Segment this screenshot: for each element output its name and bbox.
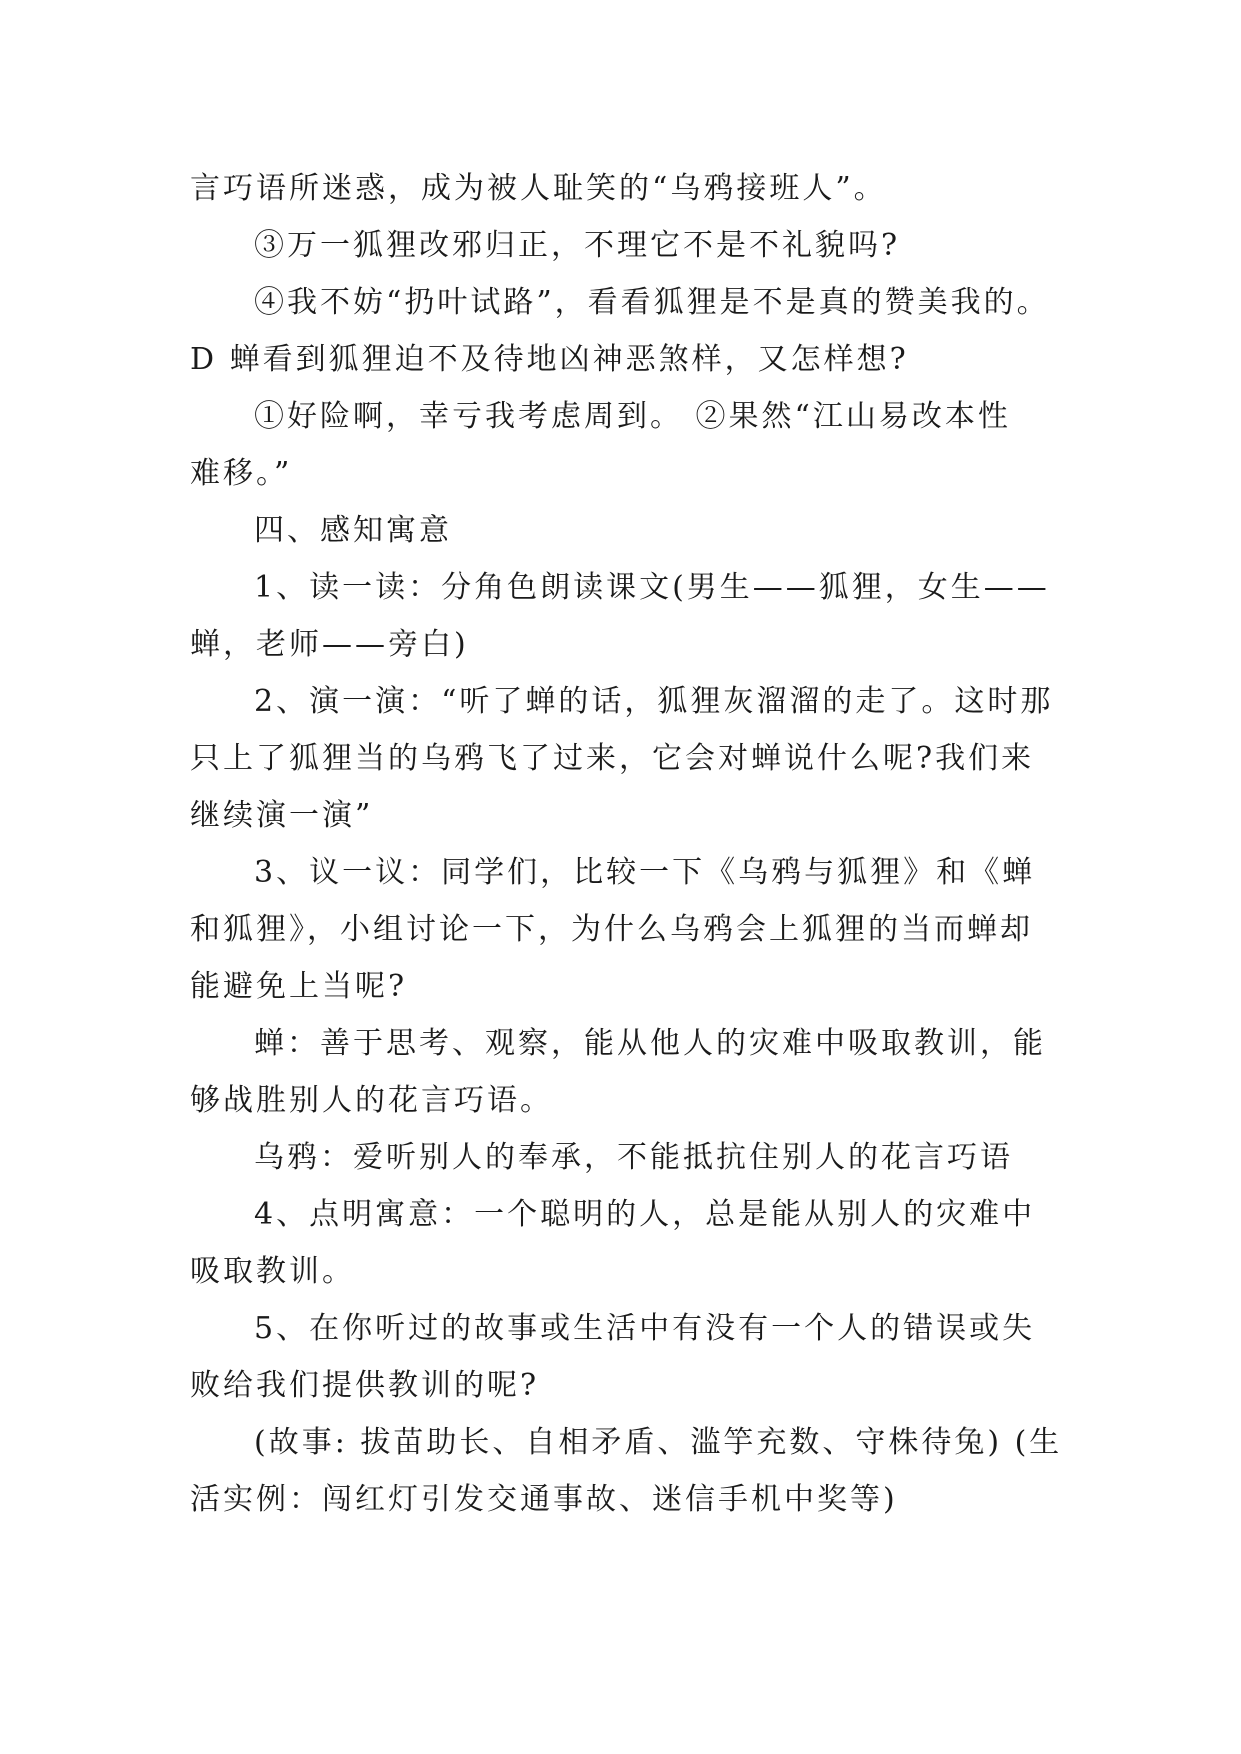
text-line: 2、演一演：“听了蝉的话，狐狸灰溜溜的走了。这时那 (254, 684, 1054, 719)
text-line: D 蝉看到狐狸迫不及待地凶神恶煞样，又怎样想? (190, 342, 909, 377)
text-line: 蝉：善于思考、观察，能从他人的灾难中吸取教训，能 (254, 1026, 1046, 1061)
text-line: 3、议一议：同学们，比较一下《乌鸦与狐狸》和《蝉 (254, 855, 1036, 890)
text-line: 乌鸦：爱听别人的奉承，不能抵抗住别人的花言巧语 (254, 1140, 1013, 1175)
text-line: ④我不妨“扔叶试路”，看看狐狸是不是真的赞美我的。 (254, 285, 1050, 320)
text-line: (故事: 拔苗助长、自相矛盾、滥竽充数、守株待兔) (生 (254, 1425, 1063, 1460)
text-line: 5、在你听过的故事或生活中有没有一个人的错误或失 (254, 1311, 1036, 1346)
text-line: 蝉，老师——旁白) (190, 627, 469, 662)
text-line: 够战胜别人的花言巧语。 (190, 1083, 553, 1118)
text-line: 言巧语所迷惑，成为被人耻笑的“乌鸦接班人”。 (190, 171, 887, 206)
text-line: 1、读一读：分角色朗读课文(男生——狐狸，女生—— (254, 570, 1050, 605)
document-body (190, 160, 1063, 1528)
text-line: 活实例：闯红灯引发交通事故、迷信手机中奖等) (190, 1482, 898, 1517)
text-line: 4、点明寓意：一个聪明的人，总是能从别人的灾难中 (254, 1197, 1036, 1232)
text-line: 能避免上当呢? (190, 969, 408, 1004)
text-line: ①好险啊，幸亏我考虑周到。 ②果然“江山易改本性 (254, 399, 1011, 434)
text-line: 四、感知寓意 (254, 513, 452, 548)
text-line: 吸取教训。 (190, 1254, 355, 1289)
text-line: 难移。” (190, 456, 293, 491)
text-line: 败给我们提供教训的呢? (190, 1368, 540, 1403)
text-line: ③万一狐狸改邪归正，不理它不是不礼貌吗? (254, 228, 901, 263)
text-line: 和狐狸》，小组讨论一下，为什么乌鸦会上狐狸的当而蝉却 (190, 912, 1033, 947)
text-line: 只上了狐狸当的乌鸦飞了过来，它会对蝉说什么呢?我们来 (190, 741, 1035, 776)
text-line: 继续演一演” (190, 798, 374, 833)
